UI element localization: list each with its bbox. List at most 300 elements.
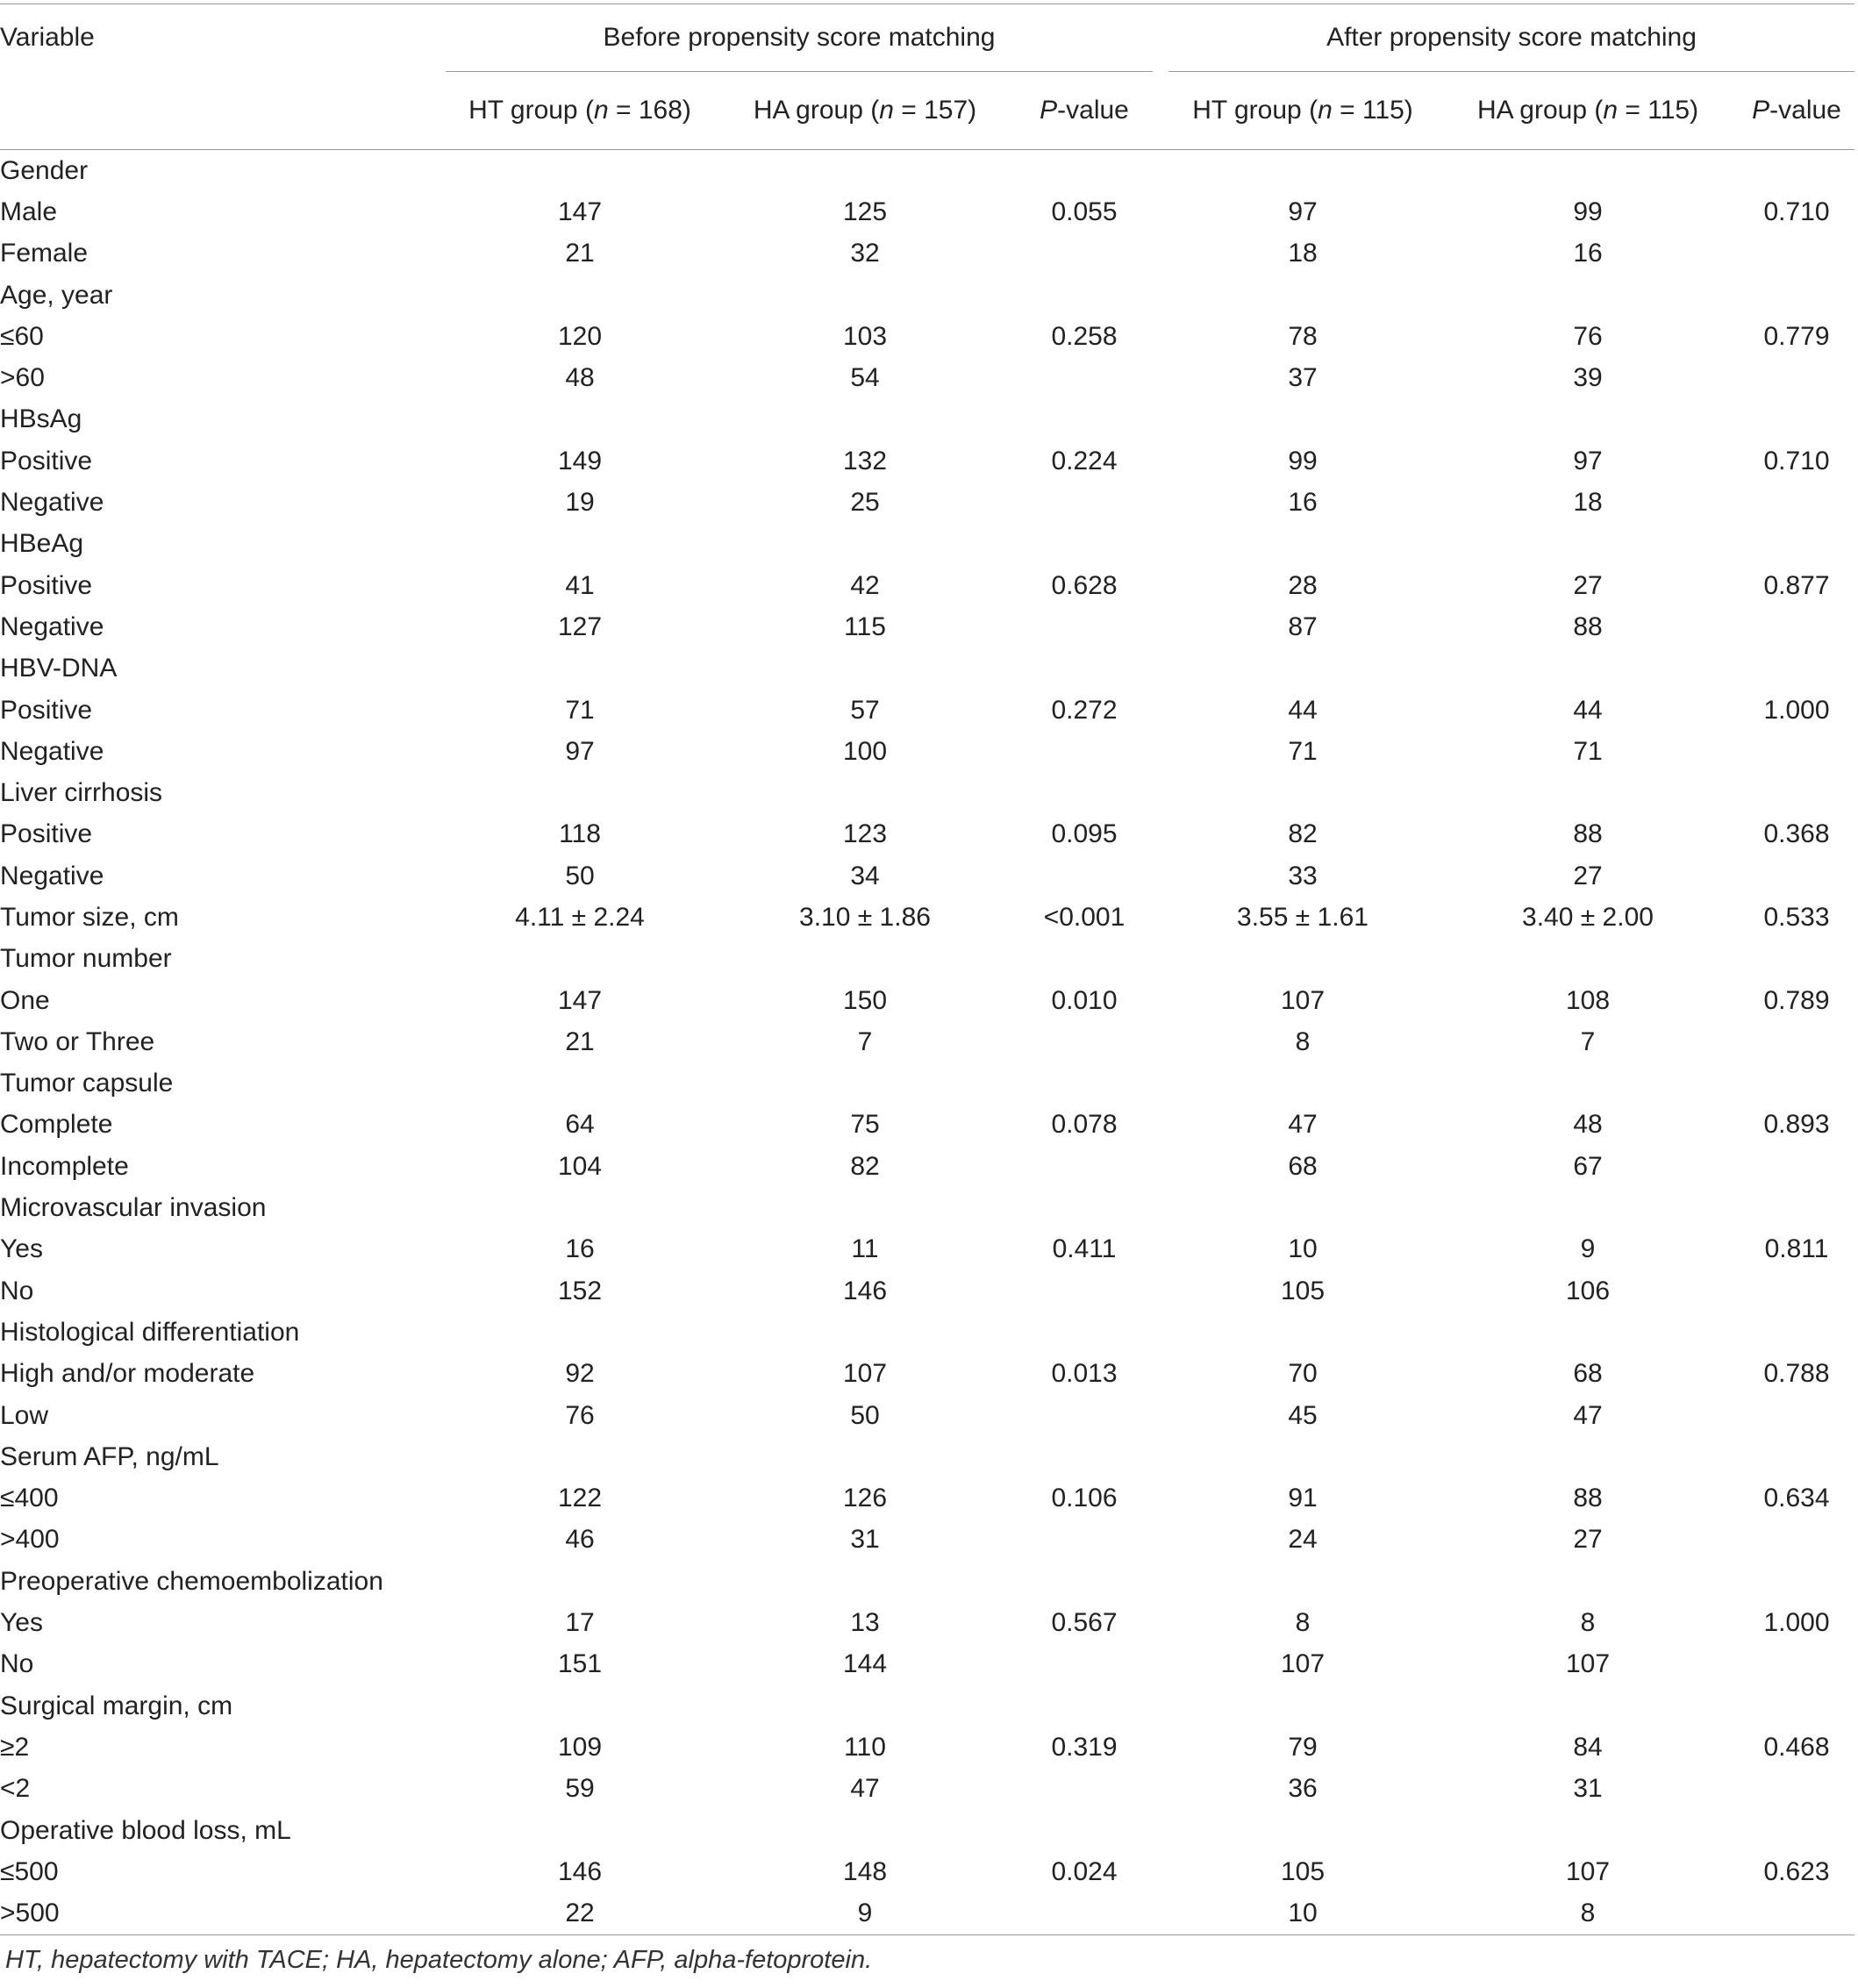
table-row [0, 1769, 1854, 1810]
column-gap [1153, 1810, 1168, 1851]
variable-label: Negative [0, 488, 104, 518]
table-cell [1437, 772, 1739, 813]
table-cell [714, 939, 1016, 980]
table-cell: 67 [1573, 1151, 1603, 1181]
table-cell: 84 [1573, 1732, 1603, 1762]
table-cell: 59 [565, 1774, 595, 1804]
table-cell: 4.11 ± 2.24 [515, 902, 645, 932]
table-cell [1437, 1436, 1739, 1477]
table-cell [1437, 1561, 1739, 1602]
table-cell [1016, 855, 1153, 897]
table-cell: 97 [1573, 446, 1603, 476]
table-cell [1016, 1021, 1153, 1062]
table-cell [1016, 1520, 1153, 1561]
variable-label: Negative [0, 861, 104, 890]
table-cell [1739, 357, 1854, 398]
table-row [0, 565, 1854, 606]
table-row [0, 482, 1854, 523]
column-gap [1153, 1395, 1168, 1436]
table-cell [1739, 524, 1854, 565]
column-gap [1153, 524, 1168, 565]
variable-label: Positive [0, 819, 93, 849]
column-gap [1153, 1146, 1168, 1187]
column-gap [1153, 357, 1168, 398]
table-cell: 24 [1288, 1525, 1318, 1555]
table-cell: 25 [850, 488, 880, 518]
header-before-matching: Before propensity score matching [446, 4, 1153, 72]
table-cell: 149 [557, 446, 603, 476]
table-cell: 54 [850, 363, 880, 393]
table-cell: 0.877 [1763, 570, 1830, 600]
table-cell: 48 [565, 363, 595, 393]
table-cell: 91 [1288, 1484, 1318, 1513]
variable-label: One [0, 985, 50, 1015]
table-cell: 88 [1573, 819, 1603, 849]
table-cell [1168, 1187, 1437, 1228]
table-cell: 36 [1288, 1774, 1318, 1804]
variable-label: Complete [0, 1110, 113, 1140]
variable-heading: HBsAg [0, 404, 82, 434]
table-cell: 0.779 [1763, 321, 1830, 351]
table-row [0, 1146, 1854, 1187]
variable-heading: Tumor size, cm [0, 902, 179, 932]
table-cell [714, 524, 1016, 565]
column-gap [1153, 1270, 1168, 1312]
table-cell: 0.533 [1763, 902, 1830, 932]
variable-heading: Tumor capsule [0, 1069, 174, 1098]
table-cell: 144 [842, 1649, 888, 1679]
table-row [0, 316, 1854, 357]
table-cell: 57 [850, 695, 880, 725]
table-cell: 0.024 [1051, 1856, 1118, 1886]
variable-heading: Serum AFP, ng/mL [0, 1441, 219, 1471]
variable-label: No [0, 1649, 34, 1679]
variable-label: Incomplete [0, 1151, 129, 1181]
table-cell: 150 [842, 985, 888, 1015]
table-cell [1168, 1561, 1437, 1602]
column-gap [1153, 440, 1168, 482]
table-cell: 0.095 [1051, 819, 1118, 849]
table-cell [1437, 1063, 1739, 1105]
column-gap [1153, 1561, 1168, 1602]
table-cell [1016, 233, 1153, 275]
table-cell [446, 524, 714, 565]
variable-label: Positive [0, 570, 93, 600]
table-cell: 68 [1573, 1359, 1603, 1389]
table-cell: 99 [1573, 197, 1603, 226]
table-cell: 104 [557, 1151, 603, 1181]
table-cell: <0.001 [1043, 902, 1126, 932]
table-row [0, 1270, 1854, 1312]
table-cell: 100 [842, 736, 888, 766]
table-cell: 44 [1288, 695, 1318, 725]
table-cell: 107 [1565, 1856, 1611, 1886]
table-cell: 71 [1573, 736, 1603, 766]
table-cell: 97 [565, 736, 595, 766]
baseline-characteristics-table [0, 4, 1854, 1935]
column-gap [1153, 1354, 1168, 1395]
table-cell [1739, 731, 1854, 772]
variable-heading: Age, year [0, 280, 113, 310]
table-cell [446, 1312, 714, 1353]
table-cell [1168, 399, 1437, 440]
table-cell [1016, 939, 1153, 980]
table-cell: 10 [1168, 1892, 1437, 1934]
table-cell [1739, 1892, 1854, 1934]
table-cell [1437, 1810, 1739, 1851]
variable-heading: Gender [0, 155, 89, 185]
variable-label: Yes [0, 1608, 43, 1638]
table-cell: 0.628 [1051, 570, 1118, 600]
variable-heading: Surgical margin, cm [0, 1691, 233, 1720]
table-cell [1739, 1769, 1854, 1810]
table-cell: 32 [850, 239, 880, 268]
table-cell [446, 1810, 714, 1851]
column-gap [1153, 1851, 1168, 1892]
variable-label: ≥2 [0, 1732, 30, 1762]
column-gap [1153, 1602, 1168, 1643]
variable-label: >500 [0, 1892, 446, 1934]
table-cell: 0.811 [1764, 1234, 1829, 1264]
table-cell [1016, 1312, 1153, 1353]
column-gap [1153, 191, 1168, 232]
table-cell: 44 [1573, 695, 1603, 725]
table-row [0, 1354, 1854, 1395]
table-cell [1739, 1146, 1854, 1187]
table-row [0, 1395, 1854, 1436]
variable-heading: Operative blood loss, mL [0, 1815, 291, 1845]
table-row [0, 814, 1854, 855]
table-cell: 31 [850, 1525, 880, 1555]
table-cell [1739, 1561, 1854, 1602]
variable-label: Female [0, 239, 89, 268]
table-cell [1016, 1063, 1153, 1105]
table-row [0, 855, 1854, 897]
variable-heading: Preoperative chemoembolization [0, 1566, 383, 1596]
table-cell: 109 [557, 1732, 603, 1762]
table-row [0, 648, 1854, 690]
variable-label: Negative [0, 611, 104, 641]
variable-heading: Microvascular invasion [0, 1193, 267, 1223]
table-cell [1739, 1270, 1854, 1312]
column-gap [1153, 897, 1168, 938]
table-cell: 0.224 [1051, 446, 1118, 476]
column-gap [1153, 1436, 1168, 1477]
table-cell: 76 [565, 1400, 595, 1430]
table-cell: 33 [1288, 861, 1318, 890]
table-row [0, 1229, 1854, 1270]
header-col: P-value [1752, 96, 1841, 125]
table-cell [446, 772, 714, 813]
table-cell [1016, 1146, 1153, 1187]
table-cell: 147 [557, 985, 603, 1015]
table-cell [1437, 275, 1739, 316]
table-row [0, 275, 1854, 316]
column-gap [1153, 482, 1168, 523]
variable-heading: HBeAg [0, 529, 84, 559]
table-cell: 107 [1280, 1649, 1326, 1679]
table-cell: 21 [565, 1026, 595, 1056]
table-cell: 97 [1288, 197, 1318, 226]
table-cell: 16 [1573, 239, 1603, 268]
variable-label: Two or Three [0, 1026, 155, 1056]
table-cell: 64 [565, 1110, 595, 1140]
column-gap [1153, 772, 1168, 813]
table-cell: 8 [1437, 1892, 1739, 1934]
table-row [0, 1063, 1854, 1105]
header-col: HA group (n = 115) [1476, 96, 1699, 125]
table-cell: 27 [1573, 861, 1603, 890]
header-blank [0, 72, 446, 150]
column-gap [1153, 855, 1168, 897]
header-gap [1153, 72, 1168, 150]
table-cell: 7 [1580, 1026, 1596, 1056]
table-cell [714, 772, 1016, 813]
table-cell [1016, 399, 1153, 440]
column-gap [1153, 1644, 1168, 1685]
column-gap [1153, 1021, 1168, 1062]
table-cell: 126 [842, 1484, 888, 1513]
table-cell [1016, 772, 1153, 813]
table-cell [714, 1312, 1016, 1353]
variable-heading: Tumor number [0, 944, 172, 974]
table-cell: 7 [857, 1026, 873, 1056]
table-cell: 0.258 [1051, 321, 1118, 351]
table-cell [1437, 1187, 1739, 1228]
table-cell: 27 [1573, 570, 1603, 600]
table-row [0, 191, 1854, 232]
table-row [0, 690, 1854, 731]
table-cell: 47 [1573, 1400, 1603, 1430]
table-row [0, 731, 1854, 772]
column-gap [1153, 1892, 1168, 1934]
table-cell [714, 399, 1016, 440]
table-row [0, 1436, 1854, 1477]
table-cell [1739, 648, 1854, 690]
table-row [0, 1312, 1854, 1353]
table-cell: 47 [1288, 1110, 1318, 1140]
table-cell: 146 [557, 1856, 603, 1886]
table-cell: 9 [714, 1892, 1016, 1934]
variable-label: >400 [0, 1525, 60, 1555]
table-cell: 88 [1573, 611, 1603, 641]
table-cell [1168, 1063, 1437, 1105]
table-cell: 71 [565, 695, 595, 725]
table-cell: 8 [1295, 1026, 1311, 1056]
table-row [0, 399, 1854, 440]
table-cell: 0.893 [1763, 1110, 1830, 1140]
column-gap [1153, 1727, 1168, 1768]
table-cell [1437, 399, 1739, 440]
column-gap [1153, 939, 1168, 980]
table-cell: 46 [565, 1525, 595, 1555]
table-cell [1739, 1395, 1854, 1436]
header-variable: Variable [0, 23, 95, 53]
table-cell: 105 [1280, 1276, 1326, 1305]
table-cell: 147 [557, 197, 603, 226]
variable-heading: Liver cirrhosis [0, 778, 163, 808]
table-cell [1168, 772, 1437, 813]
variable-label: Negative [0, 736, 104, 766]
table-row [0, 1561, 1854, 1602]
table-row [0, 1727, 1854, 1768]
table-cell [1016, 150, 1153, 192]
table-cell [1016, 524, 1153, 565]
table-cell: 1.000 [1763, 1608, 1830, 1638]
table-cell: 0.468 [1763, 1732, 1830, 1762]
table-cell: 34 [850, 861, 880, 890]
table-cell: 0.567 [1051, 1608, 1118, 1638]
table-row [0, 1644, 1854, 1685]
table-cell: 148 [842, 1856, 888, 1886]
table-cell [1016, 357, 1153, 398]
table-row [0, 1187, 1854, 1228]
table-cell: 0.013 [1051, 1359, 1118, 1389]
table-cell: 106 [1565, 1276, 1611, 1305]
table-row [0, 1685, 1854, 1727]
table-cell [1437, 1685, 1739, 1727]
column-gap [1153, 1769, 1168, 1810]
variable-label: >60 [0, 363, 45, 393]
table-cell [714, 275, 1016, 316]
table-cell: 28 [1288, 570, 1318, 600]
variable-heading: HBV-DNA [0, 654, 118, 683]
table-cell: 8 [1295, 1608, 1311, 1638]
table-cell [1016, 1769, 1153, 1810]
variable-label: Low [0, 1400, 49, 1430]
table-cell: 70 [1288, 1359, 1318, 1389]
table-cell [714, 1187, 1016, 1228]
table-cell [1739, 1644, 1854, 1685]
table-cell: 146 [842, 1276, 888, 1305]
table-cell: 0.368 [1763, 819, 1830, 849]
table-cell [1739, 150, 1854, 192]
table-cell: 0.623 [1763, 1856, 1830, 1886]
header-col: HT group (n = 168) [468, 96, 691, 125]
table-cell [1739, 399, 1854, 440]
table-cell: 0.055 [1051, 197, 1118, 226]
table-cell: 1.000 [1763, 695, 1830, 725]
variable-label: Male [0, 197, 58, 226]
table-row [0, 150, 1854, 192]
table-cell: 132 [842, 446, 888, 476]
table-body [0, 150, 1854, 1935]
column-gap [1153, 1685, 1168, 1727]
table-cell [1739, 233, 1854, 275]
table-cell: 0.106 [1051, 1484, 1118, 1513]
table-cell: 115 [844, 611, 886, 641]
table-cell [1016, 275, 1153, 316]
table-cell: 107 [1280, 985, 1326, 1015]
header-row-groups [0, 4, 1854, 72]
table-cell: 0.788 [1763, 1359, 1830, 1389]
table-cell [446, 1187, 714, 1228]
header-col: HT group (n = 115) [1192, 96, 1413, 125]
table-cell [1016, 731, 1153, 772]
table-cell: 8 [1580, 1608, 1596, 1638]
table-row [0, 440, 1854, 482]
table-cell [1739, 482, 1854, 523]
table-cell [714, 648, 1016, 690]
table-cell: 75 [850, 1110, 880, 1140]
table-cell [446, 1436, 714, 1477]
column-gap [1153, 1520, 1168, 1561]
table-row [0, 1478, 1854, 1520]
table-cell [1168, 648, 1437, 690]
column-gap [1153, 980, 1168, 1021]
table-cell: 0.710 [1763, 446, 1830, 476]
table-footnote: HT, hepatectomy with TACE; HA, hepatectomy alone; AFP, alpha-fetoprotein. [5, 1946, 873, 1974]
table-cell [1168, 1685, 1437, 1727]
table-cell: 122 [557, 1484, 603, 1513]
variable-label: ≤400 [0, 1484, 59, 1513]
table-cell: 48 [1573, 1110, 1603, 1140]
table-cell: 50 [565, 861, 595, 890]
table-cell [714, 1436, 1016, 1477]
table-cell: 10 [1288, 1234, 1318, 1264]
variable-heading: Histological differentiation [0, 1317, 300, 1347]
table-cell: 41 [565, 570, 595, 600]
column-gap [1153, 606, 1168, 647]
table-cell: 82 [1288, 819, 1318, 849]
table-cell: 78 [1288, 321, 1318, 351]
column-gap [1153, 731, 1168, 772]
table-cell: 16 [565, 1234, 595, 1264]
table-cell: 87 [1288, 611, 1318, 641]
column-gap [1153, 1105, 1168, 1146]
table-cell: 17 [565, 1608, 595, 1638]
table-cell [714, 1685, 1016, 1727]
table-row [0, 939, 1854, 980]
table-cell [1168, 1436, 1437, 1477]
table-cell: 92 [565, 1359, 595, 1389]
table-cell: 42 [850, 570, 880, 600]
table-cell: 27 [1573, 1525, 1603, 1555]
table-cell: 110 [844, 1732, 886, 1762]
table-cell [446, 150, 714, 192]
table-cell: 11 [851, 1234, 879, 1264]
table-cell [1016, 1644, 1153, 1685]
table-cell [446, 648, 714, 690]
table-cell [1016, 1270, 1153, 1312]
variable-label: ≤500 [0, 1856, 59, 1886]
table-cell: 39 [1573, 363, 1603, 393]
variable-label: High and/or moderate [0, 1359, 255, 1389]
table-cell [1016, 648, 1153, 690]
table-cell [446, 275, 714, 316]
table-cell: 21 [565, 239, 595, 268]
table-cell [1437, 939, 1739, 980]
table-cell [1016, 1810, 1153, 1851]
table-cell [1739, 772, 1854, 813]
table-cell [714, 150, 1016, 192]
table-cell [1168, 1312, 1437, 1353]
table-cell: 0.272 [1051, 695, 1118, 725]
table-row [0, 524, 1854, 565]
table-cell [1016, 1187, 1153, 1228]
table-cell: 127 [557, 611, 603, 641]
table-cell: 0.634 [1763, 1484, 1830, 1513]
table-cell [714, 1561, 1016, 1602]
table-cell [1168, 1810, 1437, 1851]
table-cell: 0.789 [1763, 985, 1830, 1015]
table-cell: 107 [1565, 1649, 1611, 1679]
table-cell [1437, 648, 1739, 690]
table-row [0, 1851, 1854, 1892]
column-gap [1153, 1229, 1168, 1270]
table-cell [446, 1561, 714, 1602]
table-row [0, 1520, 1854, 1561]
